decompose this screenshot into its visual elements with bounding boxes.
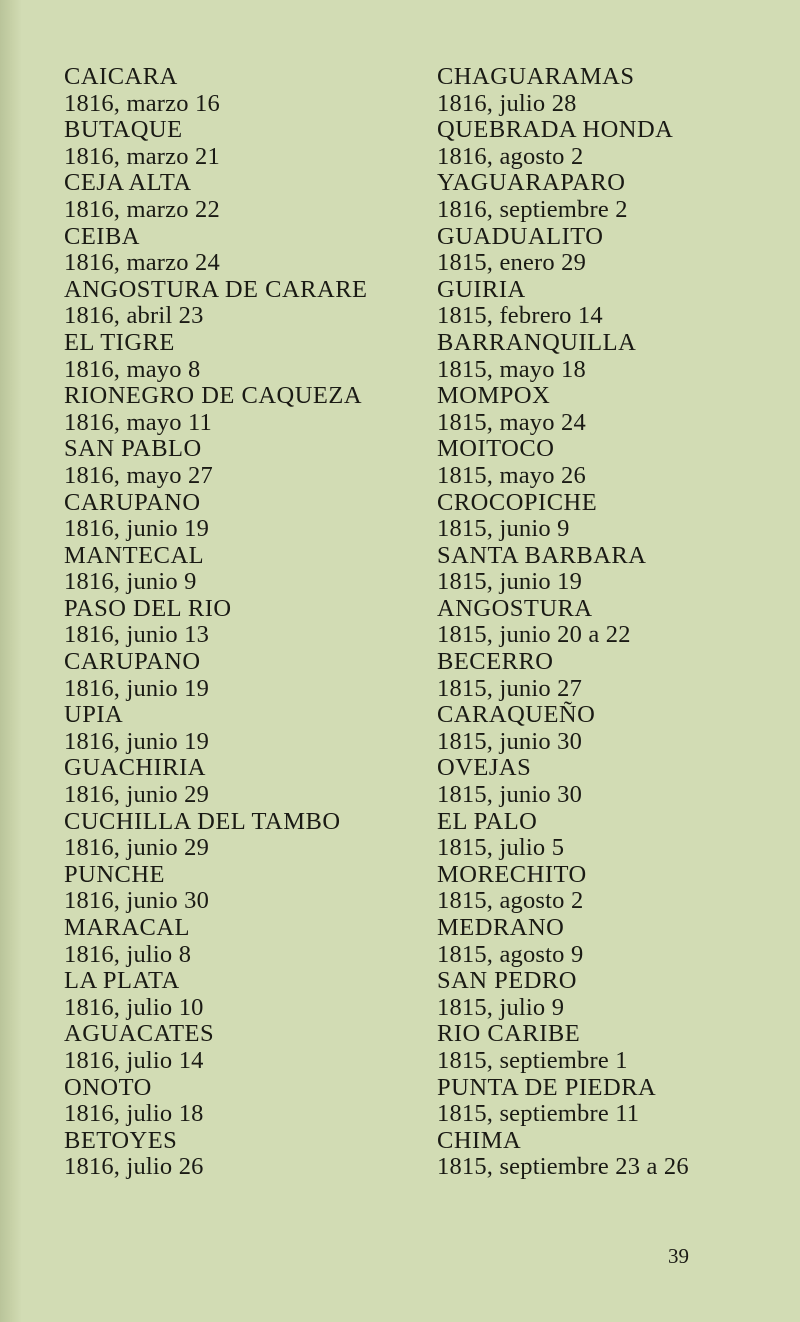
battle-place: AGUACATES	[64, 1020, 215, 1048]
battle-date: 1815, septiembre 11	[437, 1100, 640, 1128]
battle-place: SAN PABLO	[64, 435, 202, 463]
battle-place: GUIRIA	[437, 275, 526, 303]
battle-place: MEDRANO	[437, 914, 565, 941]
battle-date: 1816, abril 23	[64, 302, 204, 330]
list-item	[437, 755, 777, 808]
left-column	[64, 64, 404, 1181]
battle-date: 1816, julio 26	[64, 1153, 204, 1181]
battle-place: EL TIGRE	[64, 328, 175, 356]
list-item	[64, 1128, 404, 1181]
battle-date: 1815, julio 5	[437, 834, 565, 862]
list-item	[437, 330, 777, 383]
battle-date: 1815, junio 19	[437, 568, 583, 596]
battle-date: 1816, marzo 24	[64, 249, 220, 277]
battle-date: 1816, junio 30	[64, 887, 210, 915]
battle-date: 1816, marzo 21	[64, 142, 220, 170]
list-item	[64, 330, 404, 383]
battle-date: 1816, junio 29	[64, 781, 210, 809]
list-item	[64, 702, 404, 755]
battle-date: 1815, mayo 18	[437, 355, 586, 383]
list-item	[64, 649, 404, 702]
list-item	[437, 596, 777, 649]
list-item	[437, 490, 777, 543]
battle-date: 1816, mayo 11	[64, 408, 212, 436]
list-item	[437, 702, 777, 755]
list-item	[437, 809, 777, 862]
battle-place: EL PALO	[437, 807, 538, 835]
battle-place: PASO DEL RIO	[64, 594, 232, 622]
battle-place: BECERRO	[437, 648, 554, 676]
list-item	[64, 862, 404, 915]
battle-place: MOITOCO	[437, 435, 555, 463]
battle-date: 1815, junio 27	[437, 674, 583, 702]
battle-place: SAN PEDRO	[437, 967, 577, 995]
battle-place: RIONEGRO DE CAQUEZA	[64, 382, 363, 410]
battle-place: PUNTA DE PIEDRA	[437, 1073, 657, 1101]
battle-date: 1815, septiembre 23 a 26	[437, 1153, 689, 1181]
list-item	[64, 968, 404, 1021]
battle-place: CUCHILLA DEL TAMBO	[64, 807, 341, 835]
battle-place: QUEBRADA HONDA	[437, 116, 674, 144]
battle-place: MARACAL	[64, 914, 191, 941]
list-item	[437, 1128, 777, 1181]
list-item	[437, 436, 777, 489]
battle-date: 1816, junio 19	[64, 674, 210, 702]
battle-date: 1815, julio 9	[437, 993, 565, 1021]
battle-place: CHAGUARAMAS	[437, 63, 635, 90]
battle-place: CAICARA	[64, 63, 178, 90]
battle-date: 1816, junio 19	[64, 515, 210, 543]
list-item	[437, 170, 777, 223]
battle-place: LA PLATA	[64, 967, 180, 995]
battle-place: BUTAQUE	[64, 116, 183, 144]
list-item	[64, 490, 404, 543]
page-number: 39	[668, 1244, 689, 1268]
battle-date: 1816, mayo 8	[64, 355, 201, 383]
battle-date: 1816, julio 10	[64, 993, 204, 1021]
list-item	[64, 436, 404, 489]
list-item	[437, 383, 777, 436]
list-item	[437, 224, 777, 277]
battle-place: CEIBA	[64, 222, 140, 250]
battle-place: MOMPOX	[437, 382, 551, 410]
battle-place: MANTECAL	[64, 541, 205, 569]
battle-date: 1816, junio 29	[64, 834, 210, 862]
battle-place: BARRANQUILLA	[437, 328, 637, 356]
battle-place: PUNCHE	[64, 860, 166, 888]
list-item	[64, 1075, 404, 1128]
battle-place: YAGUARAPARO	[437, 169, 626, 197]
list-item	[437, 915, 777, 968]
right-column	[437, 64, 777, 1181]
battle-date: 1816, septiembre 2	[437, 195, 628, 223]
battle-place: CARUPANO	[64, 488, 201, 516]
battle-place: CARUPANO	[64, 648, 201, 676]
battle-place: ANGOSTURA	[437, 594, 593, 622]
battle-date: 1815, junio 20 a 22	[437, 621, 631, 649]
battle-place: BETOYES	[64, 1126, 178, 1154]
battle-place: GUACHIRIA	[64, 754, 206, 782]
battle-date: 1816, julio 18	[64, 1100, 204, 1128]
list-item	[64, 915, 404, 968]
battle-date: 1815, septiembre 1	[437, 1046, 628, 1074]
battle-place: ANGOSTURA DE CARARE	[64, 275, 368, 303]
battle-date: 1816, junio 9	[64, 568, 197, 596]
list-item	[64, 596, 404, 649]
battle-place: ONOTO	[64, 1073, 152, 1101]
battle-date: 1816, junio 19	[64, 727, 210, 755]
battle-place: RIO CARIBE	[437, 1020, 581, 1048]
battle-place: SANTA BARBARA	[437, 541, 647, 569]
battle-date: 1815, agosto 2	[437, 887, 584, 915]
list-item	[64, 1021, 404, 1074]
battle-date: 1815, mayo 26	[437, 461, 586, 489]
battle-place: CROCOPICHE	[437, 488, 598, 516]
battle-date: 1815, febrero 14	[437, 302, 603, 330]
battle-date: 1816, marzo 16	[64, 89, 220, 117]
list-item	[437, 543, 777, 596]
battle-date: 1815, mayo 24	[437, 408, 586, 436]
page-spine-shadow	[0, 0, 22, 1322]
list-item	[437, 1075, 777, 1128]
list-item	[64, 543, 404, 596]
list-item	[437, 862, 777, 915]
battle-place: CHIMA	[437, 1126, 522, 1154]
list-item	[64, 64, 404, 117]
battle-date: 1815, junio 30	[437, 727, 583, 755]
battle-date: 1816, junio 13	[64, 621, 210, 649]
battle-date: 1816, marzo 22	[64, 195, 220, 223]
list-item	[64, 809, 404, 862]
list-item	[437, 277, 777, 330]
list-item	[437, 117, 777, 170]
battle-place: UPIA	[64, 701, 124, 729]
list-item	[437, 968, 777, 1021]
list-item	[64, 755, 404, 808]
battle-date: 1815, junio 9	[437, 515, 570, 543]
list-item	[64, 224, 404, 277]
list-item	[64, 117, 404, 170]
battle-date: 1815, enero 29	[437, 249, 587, 277]
battle-date: 1816, julio 8	[64, 940, 192, 968]
list-item	[437, 64, 777, 117]
list-item	[437, 649, 777, 702]
list-item	[64, 170, 404, 223]
battle-place: OVEJAS	[437, 754, 532, 782]
battle-place: CARAQUEÑO	[437, 701, 596, 729]
battle-date: 1815, junio 30	[437, 781, 583, 809]
battle-date: 1815, agosto 9	[437, 940, 584, 968]
list-item	[437, 1021, 777, 1074]
battle-place: GUADUALITO	[437, 222, 604, 250]
battle-date: 1816, agosto 2	[437, 142, 584, 170]
battle-date: 1816, julio 28	[437, 89, 577, 117]
battle-date: 1816, mayo 27	[64, 461, 213, 489]
list-item	[64, 383, 404, 436]
battle-date: 1816, julio 14	[64, 1046, 204, 1074]
battle-place: CEJA ALTA	[64, 169, 192, 197]
list-item	[64, 277, 404, 330]
battle-place: MORECHITO	[437, 860, 587, 888]
